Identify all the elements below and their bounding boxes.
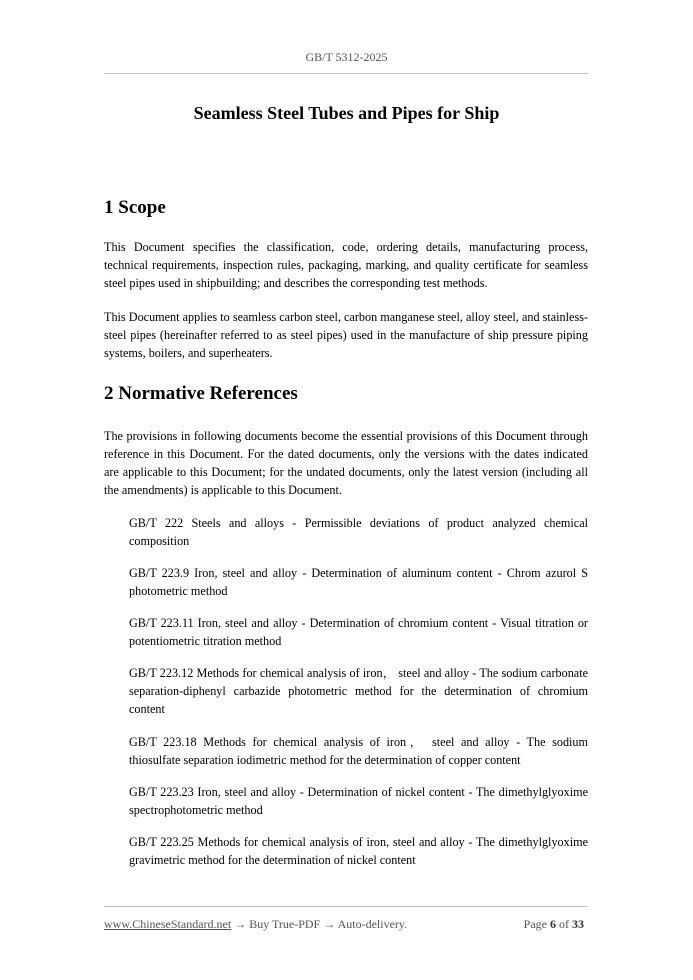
- scope-paragraph-1: This Document specifies the classification, code, ordering details, manufacturing process, technical requirements, inspection rules, packaging, marking, and quality certificate for seamless steel pipes used in shipbuilding; and describes the corresponding test methods.: [104, 240, 588, 290]
- reference-item: GB/T 223.12 Methods for chemical analysis of iron， steel and alloy - The sodium carbonate separation-diphenyl carbazide photometric method for the determination of chromium content: [129, 666, 588, 716]
- section-heading-normative-references: 2 Normative References: [104, 383, 298, 404]
- chinesestandard-link[interactable]: www.ChineseStandard.net: [104, 917, 232, 931]
- section-heading-scope: 1 Scope: [104, 197, 166, 218]
- page-footer: [104, 917, 588, 932]
- header-divider: [104, 73, 588, 74]
- page-indicator: [524, 917, 584, 932]
- scope-paragraph-2: This Document applies to seamless carbon steel, carbon manganese steel, alloy steel, and stainless-steel pipes (hereinafter referred to as steel pipes) used in the manufacture of ship pressure piping systems, boilers, and superheaters.: [104, 310, 588, 360]
- page-total: 33: [572, 917, 584, 931]
- reference-item: GB/T 223.18 Methods for chemical analysis of iron， steel and alloy - The sodium thiosulfate separation iodimetric method for the determination of copper content: [129, 735, 588, 767]
- reference-item: GB/T 222 Steels and alloys - Permissible deviations of product analyzed chemical composition: [129, 516, 588, 548]
- buy-true-pdf-text: Buy True-PDF: [249, 917, 321, 931]
- references-intro-paragraph: The provisions in following documents become the essential provisions of this Document through reference in this Document. For the dated documents, only the versions with the dates indicated are applicable to this Document; for the undated documents, only the latest version (including all the amendments) is applicable to this Document.: [104, 429, 588, 497]
- reference-item: GB/T 223.11 Iron, steel and alloy - Determination of chromium content - Visual titration or potentiometric titration method: [129, 616, 588, 648]
- reference-item: GB/T 223.23 Iron, steel and alloy - Determination of nickel content - The dimethylglyoxime spectrophotometric method: [129, 785, 588, 817]
- header-standard-code: GB/T 5312-2025: [305, 50, 388, 64]
- auto-delivery-text: Auto-delivery.: [337, 917, 408, 931]
- footer-divider: [104, 906, 588, 907]
- arrow-right-icon: →: [323, 917, 336, 931]
- page-number: 6: [550, 917, 556, 931]
- reference-item: GB/T 223.9 Iron, steel and alloy - Determination of aluminum content - Chrom azurol S photometric method: [129, 566, 588, 598]
- arrow-right-icon: →: [234, 917, 247, 931]
- page-label: Page: [523, 917, 547, 931]
- document-title: Seamless Steel Tubes and Pipes for Ship: [193, 103, 500, 123]
- reference-item: GB/T 223.25 Methods for chemical analysis of iron, steel and alloy - The dimethylglyoxime gravimetric method for the determination of nickel content: [129, 835, 588, 867]
- of-label: of: [559, 917, 569, 931]
